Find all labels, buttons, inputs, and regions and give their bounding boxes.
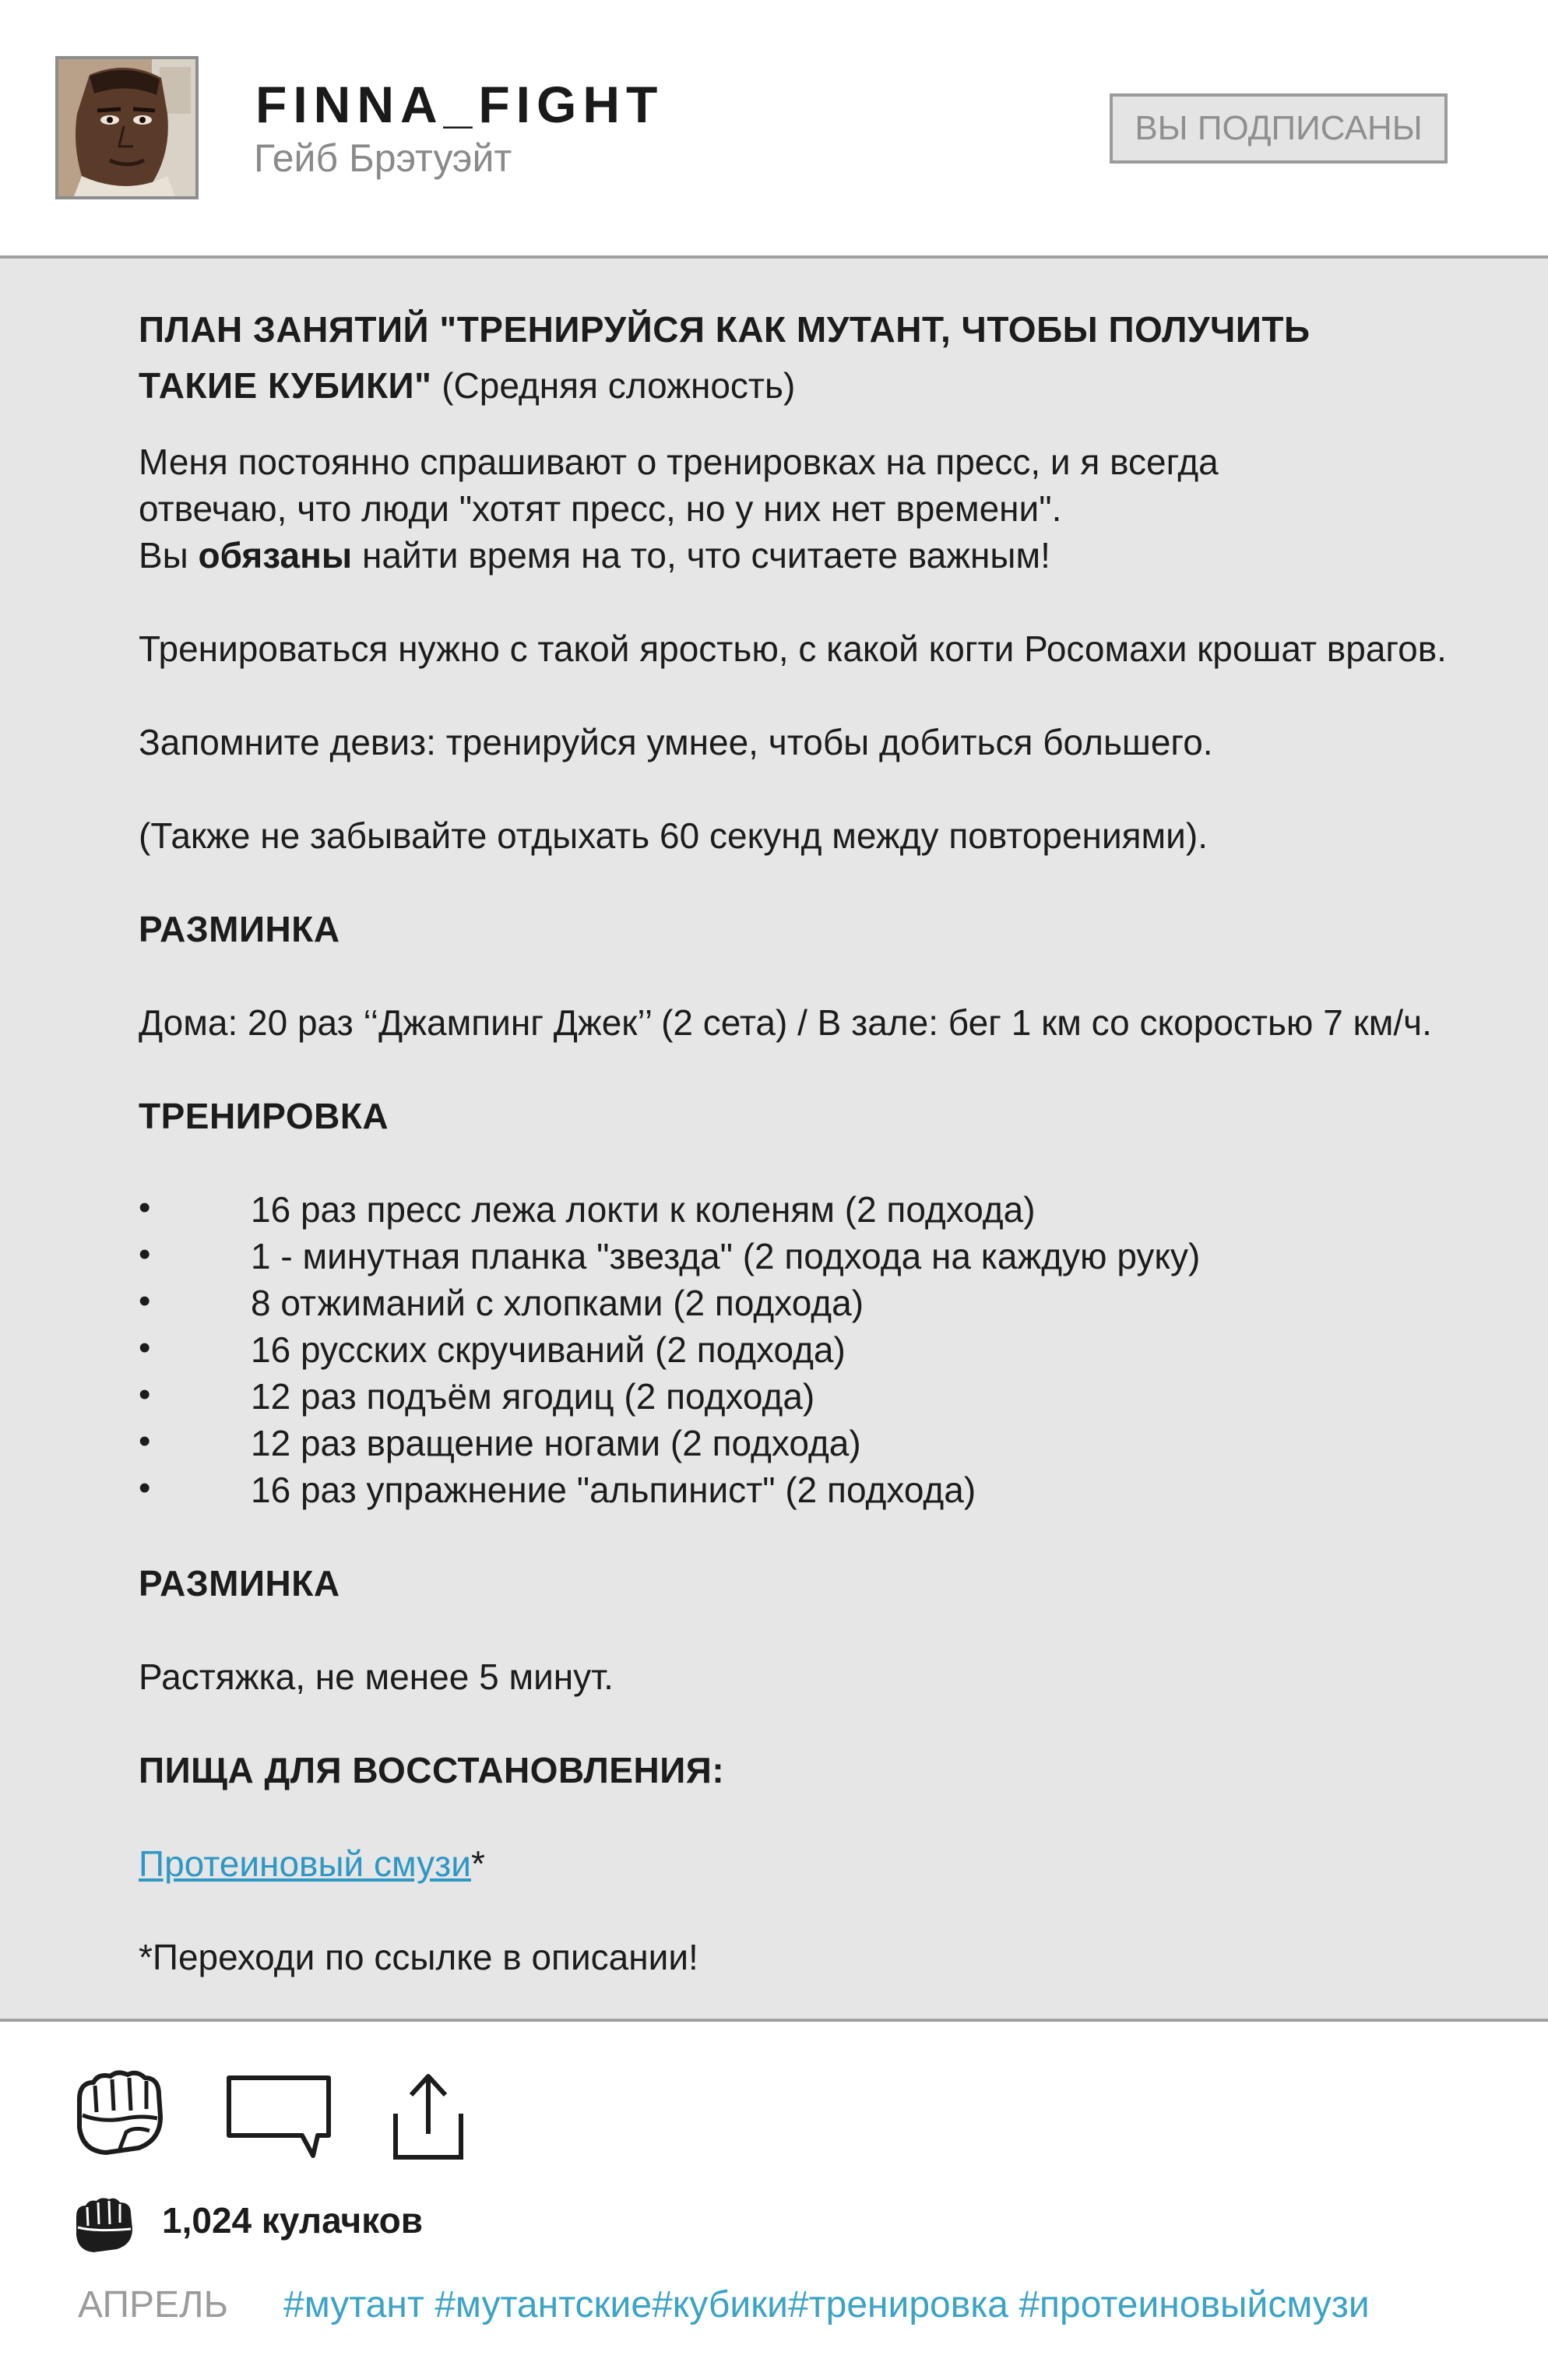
bullet: •	[139, 1235, 151, 1273]
hashtag-link[interactable]: #тренировка	[787, 2284, 1008, 2325]
intro-emphasis: обязаны	[198, 535, 353, 576]
bullet: •	[139, 1422, 151, 1460]
workout-item: 12 раз вращение ногами (2 подхода)	[251, 1423, 861, 1463]
paragraph-rest: (Также не забывайте отдыхать 60 секунд между повторениями).	[139, 815, 1208, 856]
fist-filled-icon	[72, 2196, 135, 2252]
protein-smoothie-link[interactable]: Протеиновый смузи	[139, 1843, 471, 1884]
paragraph-motto: Запомните девиз: тренируйся умнее, чтобы добиться большего.	[139, 722, 1213, 762]
intro-line-3-end: найти время на то, что считаете важным!	[352, 535, 1050, 576]
workout-item: 16 русских скручиваний (2 подхода)	[251, 1329, 846, 1370]
post-title-line-1: ПЛАН ЗАНЯТИЙ "ТРЕНИРУЙСЯ КАК МУТАНТ, ЧТОБЫ ПОЛУЧИТЬ	[139, 309, 1311, 350]
post-title-line-2-bold: ТАКИЕ КУБИКИ"	[139, 365, 432, 406]
bullet: •	[139, 1188, 151, 1227]
intro-line-3	[139, 534, 1050, 576]
food-heading: ПИЩА ДЛЯ ВОССТАНОВЛЕНИЯ:	[139, 1750, 725, 1790]
workout-item: 16 раз пресс лежа локти к коленям (2 подхода)	[251, 1189, 1036, 1230]
cooldown-heading: РАЗМИНКА	[139, 1563, 340, 1604]
post-content	[0, 255, 1548, 2022]
bullet: •	[139, 1282, 151, 1320]
intro-line-3-start: Вы	[139, 535, 199, 576]
following-button[interactable]: ВЫ ПОДПИСАНЫ	[1110, 93, 1448, 164]
difficulty-label: (Средняя сложность)	[442, 365, 796, 406]
intro-line-2: отвечаю, что люди "хотят пресс, но у них нет времени".	[139, 488, 1062, 529]
fist-icon[interactable]	[72, 2068, 168, 2157]
share-upload-icon[interactable]	[391, 2072, 466, 2162]
workout-item: 12 раз подъём ягодиц (2 подхода)	[251, 1376, 815, 1417]
workout-item: 1 - минутная планка "звезда" (2 подхода на каждую руку)	[251, 1236, 1201, 1276]
intro-line-1: Меня постоянно спрашивают о тренировках на пресс, и я всегда	[139, 442, 1219, 482]
hashtag-link[interactable]: #протеиновыйсмузи	[1019, 2284, 1370, 2325]
workout-heading: ТРЕНИРОВКА	[139, 1096, 389, 1136]
bullet: •	[139, 1469, 151, 1507]
likes-count[interactable]: 1,024 кулачков	[162, 2200, 424, 2241]
hashtag-link[interactable]: #кубики	[652, 2284, 788, 2325]
avatar[interactable]	[55, 56, 199, 199]
post-date: АПРЕЛЬ	[78, 2284, 229, 2325]
post-title-line-2	[139, 364, 795, 407]
food-line	[139, 1843, 485, 1885]
food-asterisk: *	[470, 1843, 485, 1884]
username[interactable]: FINNA_FIGHT	[255, 76, 664, 133]
footnote: *Переходи по ссылке в описании!	[139, 1937, 698, 1977]
hashtags	[283, 2283, 1370, 2326]
hashtag-link[interactable]: #мутантские	[434, 2284, 653, 2325]
bullet: •	[139, 1375, 151, 1414]
warmup-text: Дома: 20 раз ‘‘Джампинг Джек’’ (2 сета) / В зале: бег 1 км со скоростью 7 км/ч.	[139, 1002, 1432, 1043]
comment-bubble-icon[interactable]	[226, 2075, 332, 2160]
warmup-heading: РАЗМИНКА	[139, 909, 340, 949]
real-name: Гейб Брэтуэйт	[254, 136, 512, 180]
avatar-portrait-image	[58, 59, 195, 196]
profile-header	[0, 0, 1548, 255]
bullet: •	[139, 1329, 151, 1367]
cooldown-text: Растяжка, не менее 5 минут.	[139, 1656, 614, 1697]
workout-item: 16 раз упражнение "альпинист" (2 подхода)	[251, 1470, 976, 1510]
hashtag-link[interactable]: #мутант	[283, 2284, 424, 2325]
paragraph-wolverine: Тренироваться нужно с такой яростью, с какой когти Росомахи крошат врагов.	[139, 628, 1447, 669]
workout-item: 8 отжиманий с хлопками (2 подхода)	[251, 1283, 864, 1323]
